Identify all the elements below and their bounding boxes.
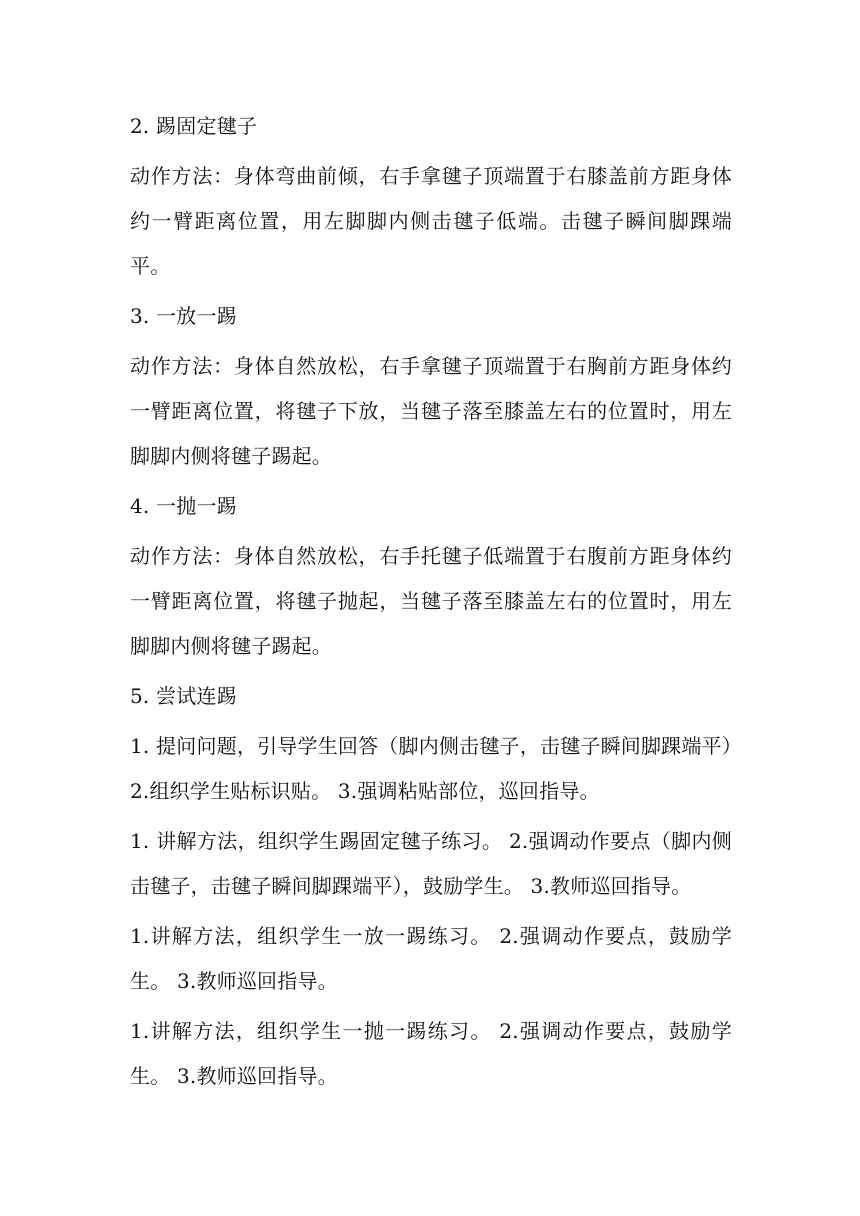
section-heading-drop-kick: 3. 一放一踢 — [130, 304, 237, 328]
paragraph-method-drop-kick: 动作方法：身体自然放松，右手拿毽子顶端置于右胸前方距身体约一臂距离位置，将毽子下放，当毽子落至膝盖左右的位置时，用左脚脚内侧将毽子踢起。 — [130, 354, 732, 468]
paragraph-method-toss-kick: 动作方法：身体自然放松，右手托毽子低端置于右腹前方距身体约一臂距离位置，将毽子抛起，当毽子落至膝盖左右的位置时，用左脚脚内侧将毽子踢起。 — [130, 544, 732, 658]
paragraph-method-kick-fixed: 动作方法：身体弯曲前倾，右手拿毽子顶端置于右膝盖前方距身体约一臂距离位置，用左脚脚内侧击毽子低端。击毽子瞬间脚踝端平。 — [130, 164, 732, 278]
paragraph-teaching-step-2: 1. 讲解方法，组织学生踢固定毽子练习。 2.强调动作要点（脚内侧击毽子，击毽子瞬间脚踝端平），鼓励学生。 3.教师巡回指导。 — [130, 829, 732, 898]
paragraph-teaching-step-4: 1.讲解方法，组织学生一抛一踢练习。 2.强调动作要点，鼓励学生。 3.教师巡回指导。 — [130, 1019, 732, 1088]
section-heading-toss-kick: 4. 一抛一踢 — [130, 494, 237, 518]
section-heading-kick-fixed: 2. 踢固定毽子 — [130, 114, 258, 138]
paragraph-teaching-step-3: 1.讲解方法，组织学生一放一踢练习。 2.强调动作要点，鼓励学生。 3.教师巡回指导。 — [130, 924, 732, 993]
section-heading-continuous-kick: 5. 尝试连踢 — [130, 684, 237, 708]
paragraph-teaching-step-1: 1. 提问问题，引导学生回答（脚内侧击毽子，击毽子瞬间脚踝端平）2.组织学生贴标识贴。 3.强调粘贴部位，巡回指导。 — [130, 734, 732, 803]
document-page — [130, 104, 732, 1104]
